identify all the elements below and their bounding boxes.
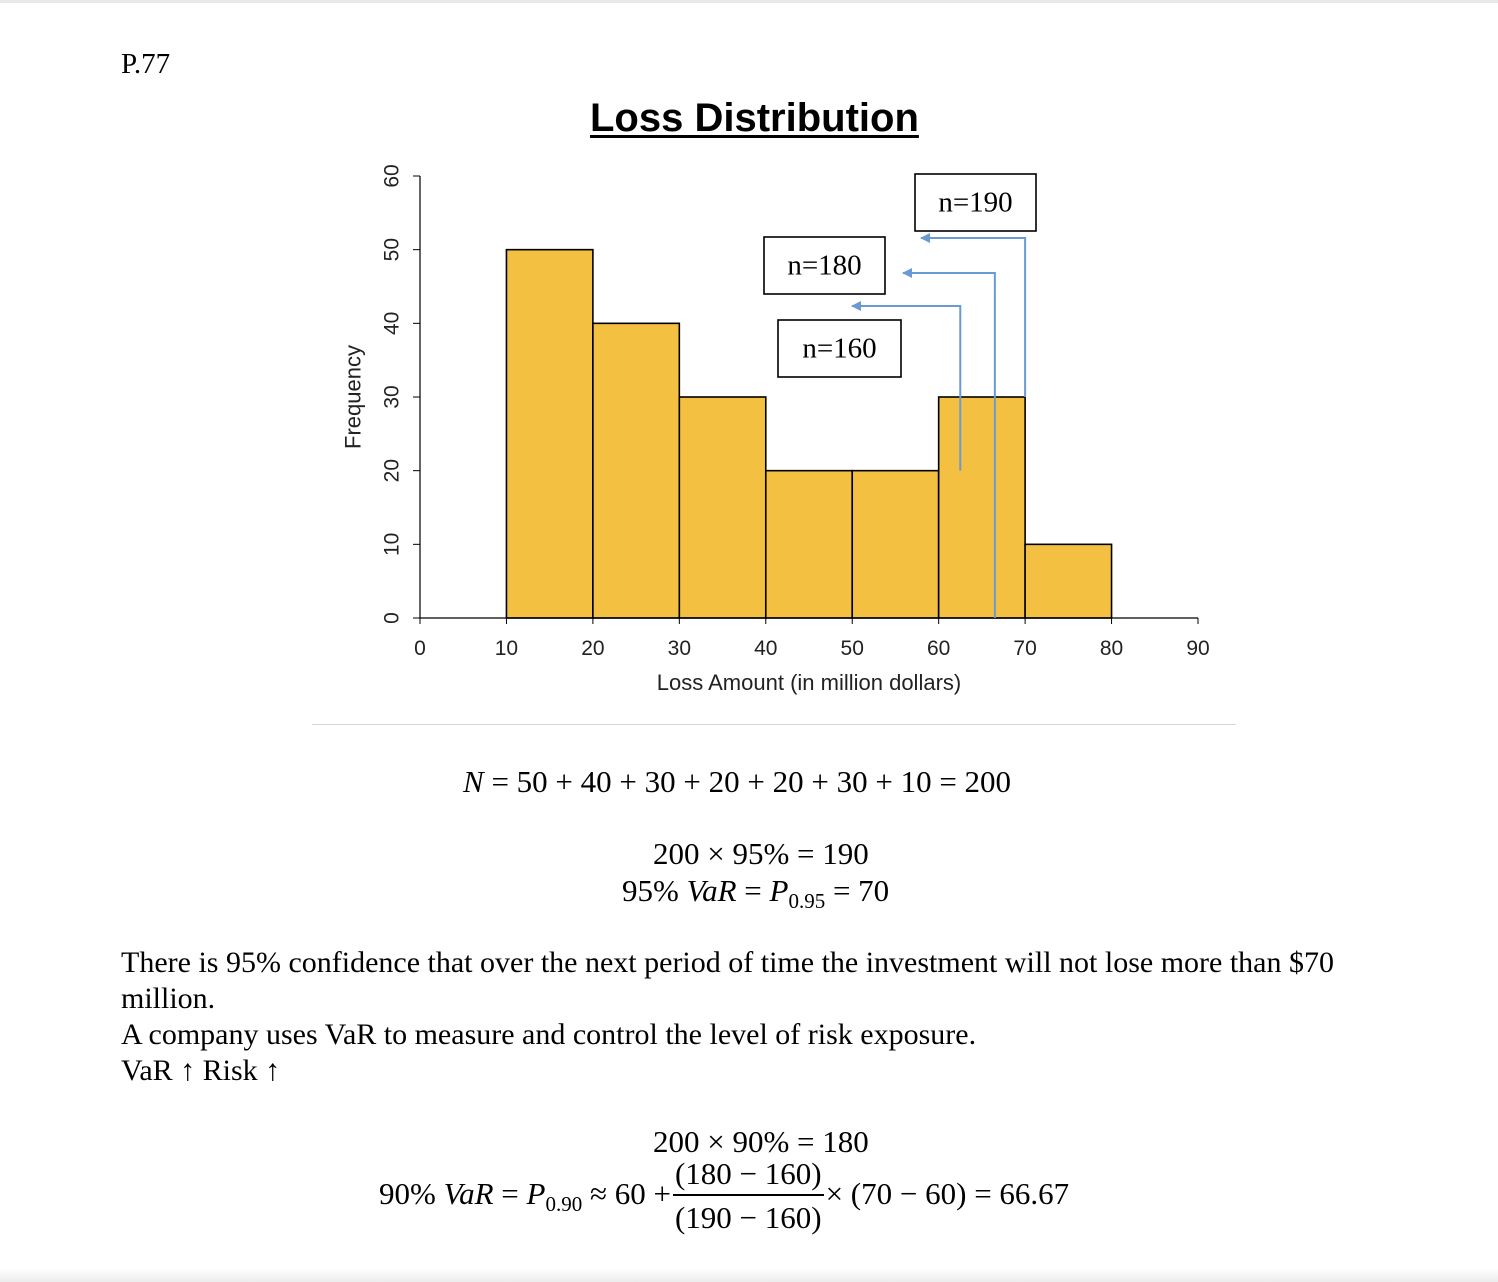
- var-90-equation: [379, 1154, 1069, 1240]
- y-axis-label: Frequency: [340, 345, 366, 449]
- calc-90-equation: 200 × 90% = 180: [653, 1124, 869, 1159]
- x-axis-label: Loss Amount (in million dollars): [656, 670, 962, 695]
- page-number: P.77: [121, 48, 171, 80]
- var95-p: P: [769, 873, 789, 908]
- fraction-numerator: (180 − 160): [673, 1154, 824, 1196]
- x-tick-label: 10: [494, 637, 519, 660]
- total-sum: = 50 + 40 + 30 + 20 + 20 + 30 + 10 = 200: [491, 764, 1012, 799]
- y-tick-label: 40: [380, 311, 404, 336]
- y-tick-label: 0: [380, 612, 404, 624]
- explanation-line-3: A company uses VaR to measure and control the level of risk exposure.: [121, 1018, 977, 1051]
- y-tick-label: 50: [380, 237, 404, 262]
- x-tick-label: 50: [840, 637, 864, 660]
- annotation-arrow: [921, 238, 1025, 397]
- histogram-bar: [939, 397, 1025, 618]
- x-tick-label: 90: [1186, 637, 1210, 660]
- var90-fraction: [673, 1154, 824, 1240]
- annotation-label: n=180: [787, 249, 862, 282]
- y-tick-label: 60: [380, 164, 404, 188]
- histogram-bar: [506, 250, 592, 618]
- bottom-edge: [0, 1268, 1498, 1282]
- histogram-bar: [1025, 544, 1111, 618]
- var90-tail: × (70 − 60) = 66.67: [825, 1176, 1070, 1212]
- x-tick-label: 40: [754, 637, 778, 660]
- var90-sub: 0.90: [545, 1192, 583, 1217]
- x-tick-label: 70: [1013, 637, 1037, 660]
- var90-p: P: [526, 1176, 546, 1212]
- histogram-bar: [852, 471, 938, 618]
- total-equation: [463, 764, 1011, 800]
- x-tick-label: 30: [667, 637, 692, 660]
- x-tick-label: 20: [581, 637, 605, 660]
- histogram-bar: [679, 397, 765, 618]
- annotation-label: n=160: [802, 332, 877, 365]
- y-tick-label: 10: [380, 532, 404, 557]
- var95-sub: 0.95: [788, 889, 826, 913]
- calc-95-equation: 200 × 95% = 190: [653, 836, 869, 871]
- var90-approx: ≈ 60 +: [582, 1176, 671, 1212]
- y-tick-label: 30: [380, 385, 404, 409]
- y-tick-label: 20: [380, 458, 404, 483]
- explanation-line-2: million.: [121, 982, 216, 1015]
- var90-eq: =: [493, 1176, 527, 1212]
- var90-symbol: VaR: [443, 1176, 494, 1212]
- explanation-line-4: VaR ↑ Risk ↑: [121, 1054, 281, 1087]
- histogram-bar: [766, 471, 852, 618]
- annotation-label: n=190: [938, 186, 1013, 219]
- x-tick-label: 60: [926, 637, 951, 660]
- var95-result: = 70: [825, 873, 890, 908]
- n-symbol: N: [463, 764, 484, 799]
- var95-prefix: 95%: [622, 873, 687, 908]
- divider: [312, 724, 1236, 725]
- var95-symbol: VaR: [686, 873, 737, 908]
- histogram-bar: [593, 323, 679, 618]
- fraction-denominator: (190 − 160): [674, 1200, 822, 1235]
- x-tick-label: 80: [1099, 637, 1124, 660]
- x-tick-label: 0: [414, 637, 426, 660]
- var95-eq: =: [736, 873, 770, 908]
- var-95-equation: [622, 873, 889, 914]
- explanation-line-1: There is 95% confidence that over the next period of time the investment will not lose more than $70: [121, 946, 1334, 979]
- var90-prefix: 90%: [379, 1176, 444, 1212]
- chart-title: Loss Distribution: [590, 96, 919, 140]
